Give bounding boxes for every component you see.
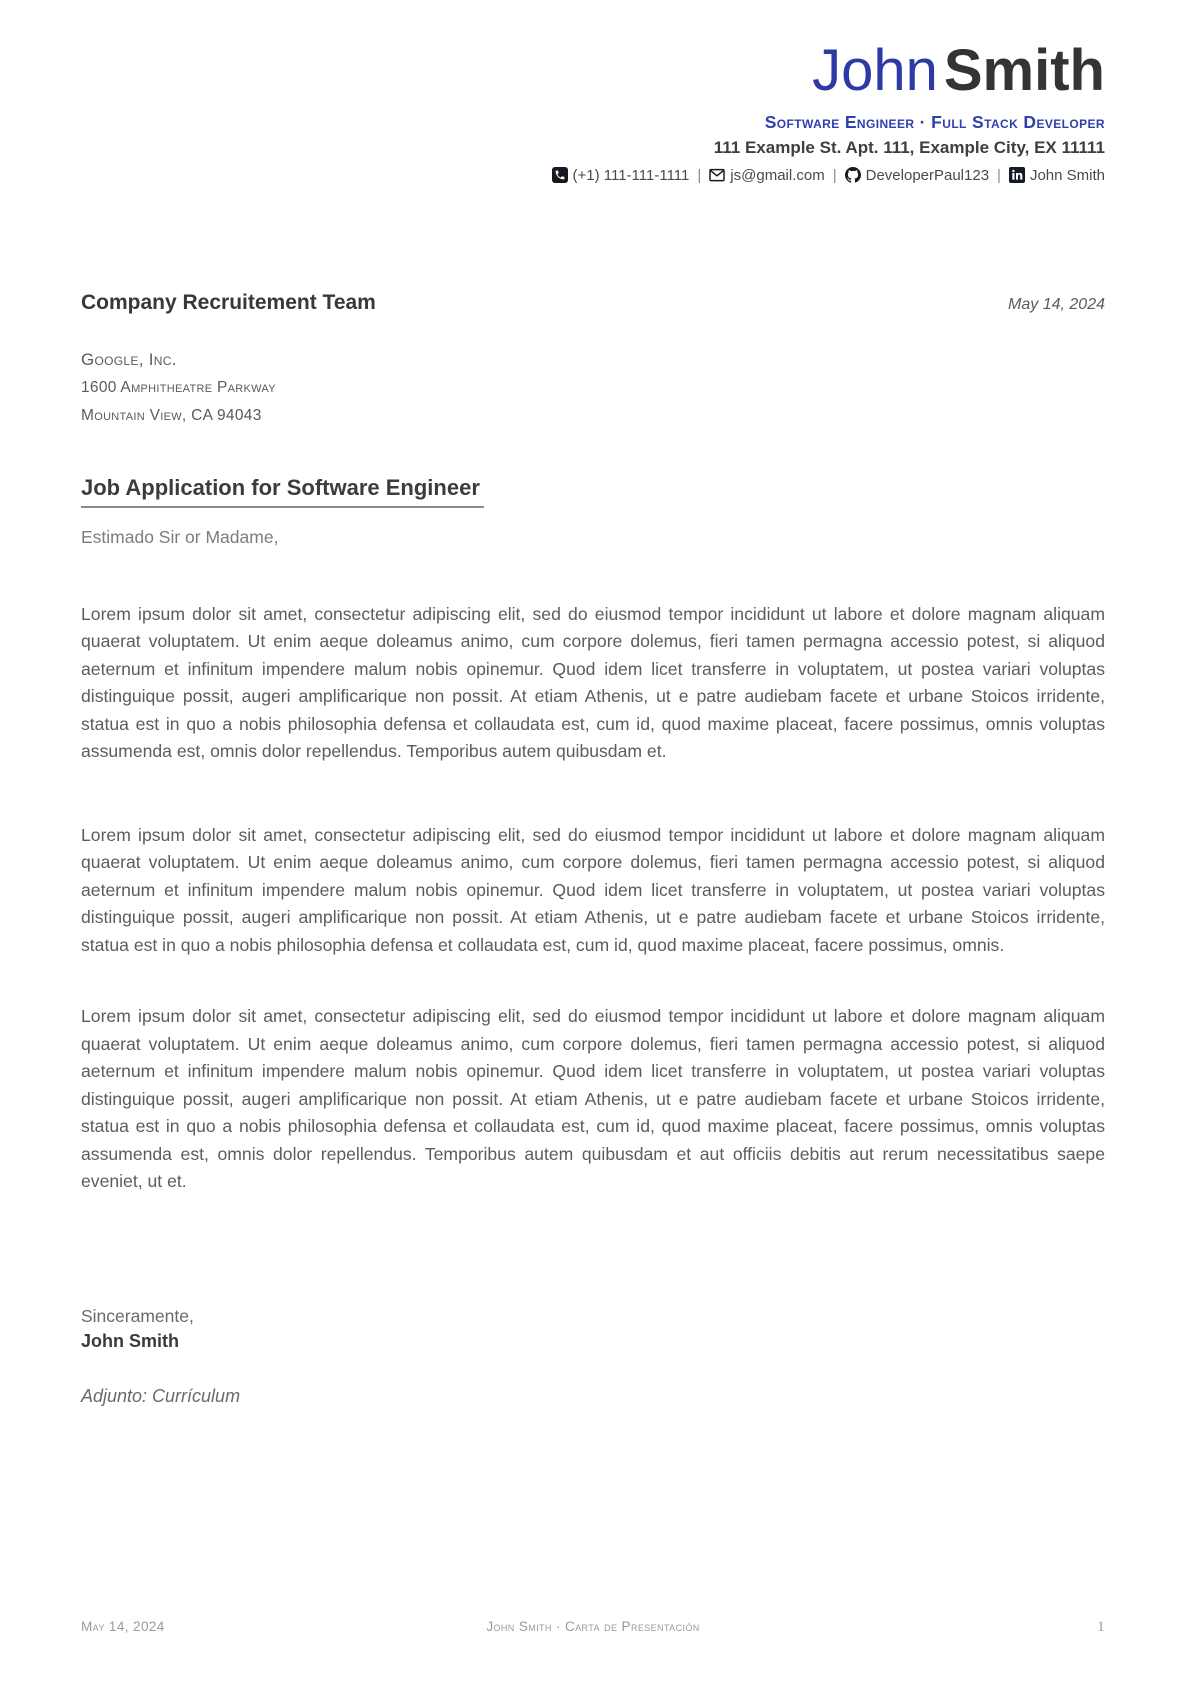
linkedin-item[interactable]: [1009, 165, 1105, 186]
separator: |: [997, 166, 1001, 184]
github-icon: [845, 167, 861, 183]
email-address: js@gmail.com: [730, 166, 825, 184]
linkedin-icon: [1009, 167, 1025, 183]
recipient-heading: Company Recruitement Team: [81, 290, 376, 314]
github-username: DeveloperPaul123: [865, 166, 990, 184]
footer-date: May 14, 2024: [81, 1619, 165, 1634]
email-item[interactable]: [709, 165, 824, 186]
phone-number: (+1) 111-111-1111: [572, 166, 690, 184]
header: [81, 40, 1105, 186]
last-name: Smith: [943, 38, 1105, 103]
envelope-icon: [709, 167, 725, 183]
separator: |: [832, 166, 837, 184]
phone-square-icon: [552, 167, 568, 183]
closing-block: [81, 1304, 1105, 1354]
github-item[interactable]: [845, 165, 989, 186]
job-tagline: Software Engineer · Full Stack Developer: [764, 111, 1105, 132]
recipient-row: [81, 290, 1105, 316]
subject-wrap: [81, 475, 1105, 508]
letter-paragraph: Lorem ipsum dolor sit amet, consectetur adipiscing elit, sed do eiusmod tempor incididunt ut labore et dolore magnam aliquam quaerat voluptatem. Ut enim aeque doleamus animo, cum corpore dolemus, fieri tamen permagna accessio potest, si aliquod aeternum et infinitum impendere malum nobis opinemur. Quod idem licet transferre in voluptatem, ut postea variari voluptas distinguique possit, augeri amplificarique non possit. At etiam Athenis, ut e patre audiebam facete et urbane Stoicos irridente, statua est in quo a nobis philosophia defensa et collaudata est, cum id, quod maxime placeat, facere possimus, omnis voluptas assumenda est, omnis dolor repellendus. Temporibus autem quibusdam et aut officiis debitis aut rerum necessitatibus saepe eveniet, ut et.: [81, 1006, 1105, 1192]
contact-line: [81, 165, 1105, 186]
recipient-company: Google, Inc.: [81, 349, 177, 369]
first-name: John: [812, 38, 938, 103]
letter-paragraph: Lorem ipsum dolor sit amet, consectetur adipiscing elit, sed do eiusmod tempor incididunt ut labore et dolore magnam aliquam quaerat voluptatem. Ut enim aeque doleamus animo, cum corpore dolemus, fieri tamen permagna accessio potest, si aliquod aeternum et infinitum impendere malum nobis opinemur. Quod idem licet transferre in voluptatem, ut postea variari voluptas distinguique possit, augeri amplificarique non possit. At etiam Athenis, ut e patre audiebam facete et urbane Stoicos irridente, statua est in quo a nobis philosophia defensa et collaudata est, cum id, quod maxime placeat, facere possimus, omnis.: [81, 824, 1105, 955]
letter-paragraph: Lorem ipsum dolor sit amet, consectetur adipiscing elit, sed do eiusmod tempor incididunt ut labore et dolore magnam aliquam quaerat voluptatem. Ut enim aeque doleamus animo, cum corpore dolemus, fieri tamen permagna accessio potest, si aliquod aeternum et infinitum impendere malum nobis opinemur. Quod idem licet transferre in voluptatem, ut postea variari voluptas distinguique possit, augeri amplificarique non possit. At etiam Athenis, ut e patre audiebam facete et urbane Stoicos irridente, statua est in quo a nobis philosophia defensa et collaudata est, cum id, quod maxime placeat, facere possimus, omnis voluptas assumenda est, omnis dolor repellendus. Temporibus autem quibusdam et.: [81, 603, 1105, 762]
page-footer: [81, 1618, 1105, 1636]
separator: |: [697, 166, 702, 184]
recipient-address-line1: 1600 Amphitheatre Parkway: [81, 378, 276, 396]
signature-name: John Smith: [81, 1330, 179, 1351]
recipient-address-line2: Mountain View, CA 94043: [81, 406, 262, 424]
footer-title: John Smith · Carta de Presentación: [486, 1619, 700, 1634]
letter-subject: Job Application for Software Engineer: [81, 475, 484, 508]
recipient-address-block: [81, 346, 1105, 430]
greeting: Estimado Sir or Madame,: [81, 526, 279, 547]
letter-date: May 14, 2024: [1008, 295, 1105, 313]
enclosure-note: Adjunto: Currículum: [81, 1385, 241, 1406]
valediction: Sinceramente,: [81, 1305, 194, 1326]
phone-item[interactable]: [552, 165, 690, 186]
header-address: 111 Example St. Apt. 111, Example City, EX 11111: [713, 137, 1105, 157]
page-title: [81, 40, 1105, 103]
footer-page-number: 1: [1097, 1619, 1105, 1635]
linkedin-name: John Smith: [1029, 166, 1105, 184]
